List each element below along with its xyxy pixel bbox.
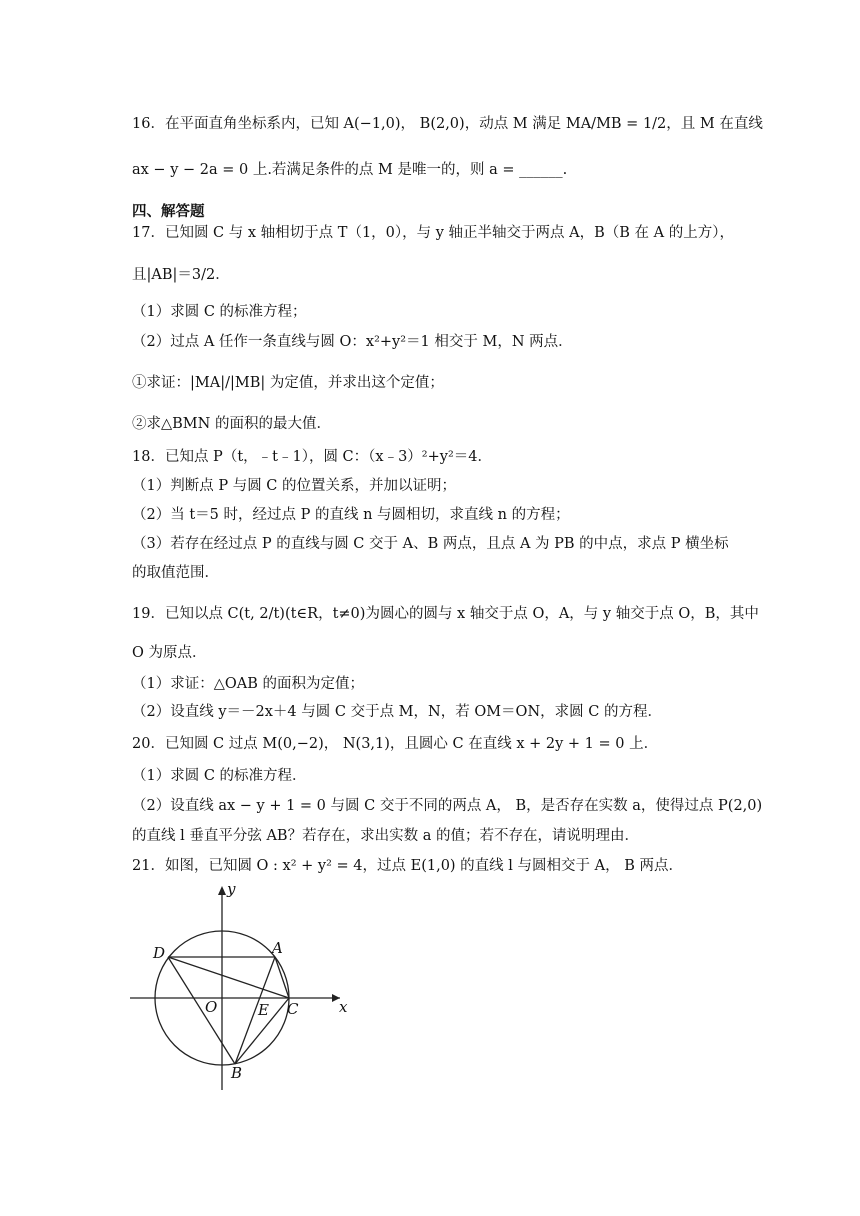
q16-line2: ax − y − 2a = 0 上.若满足条件的点 M 是唯一的，则 a = ______. xyxy=(132,162,568,178)
y-axis-arrow-icon xyxy=(218,886,226,895)
label-x: x xyxy=(339,998,348,1016)
q20-part2b: 的直线 l 垂直平分弦 AB？若存在，求出实数 a 的值；若不存在，请说明理由． xyxy=(132,828,639,844)
q18-part1: （1）判断点 P 与圆 C 的位置关系，并加以证明； xyxy=(132,478,457,494)
circle-geometry-figure xyxy=(125,878,355,1093)
segment-ac xyxy=(275,957,289,998)
label-y: y xyxy=(227,880,236,898)
label-e: E xyxy=(258,1001,269,1019)
q19-part1: （1）求证：△OAB 的面积为定值； xyxy=(132,676,364,692)
q16-line1: 16．在平面直角坐标系内，已知 A(−1,0)， B(2,0)，动点 M 满足 MA/MB = 1/2，且 M 在直线 xyxy=(132,116,763,132)
q17-line1: 17．已知圆 C 与 x 轴相切于点 T（1，0），与 y 轴正半轴交于两点 A，B（B 在 A 的上方）， xyxy=(132,225,734,241)
q17-part1: （1）求圆 C 的标准方程； xyxy=(132,304,307,320)
q17-sub1: ①求证：|MA|/|MB| 为定值，并求出这个定值； xyxy=(132,375,444,391)
label-o: O xyxy=(205,998,218,1016)
q17-sub2: ②求△BMN 的面积的最大值． xyxy=(132,416,331,432)
q19-line2: O 为原点． xyxy=(132,645,207,661)
q17-part2: （2）过点 A 任作一条直线与圆 O：x²+y²＝1 相交于 M，N 两点． xyxy=(132,334,573,350)
segment-ab xyxy=(235,957,275,1064)
q18-part3b: 的取值范围． xyxy=(132,565,219,581)
q19-part2: （2）设直线 y＝－2x＋4 与圆 C 交于点 M，N，若 OM＝ON，求圆 C 的方程． xyxy=(132,704,662,720)
segment-dc xyxy=(168,957,289,998)
label-b: B xyxy=(231,1064,243,1082)
q18-part2: （2）当 t＝5 时，经过点 P 的直线 n 与圆相切，求直线 n 的方程； xyxy=(132,507,570,523)
q17-line2: 且|AB|＝3/2． xyxy=(132,267,230,283)
label-c: C xyxy=(287,1000,299,1018)
q20-part2: （2）设直线 ax − y + 1 = 0 与圆 C 交于不同的两点 A， B，是否存在实数 a，使得过点 P(2,0) xyxy=(132,798,763,814)
section-title: 四、解答题 xyxy=(132,204,205,220)
q20-line1: 20．已知圆 C 过点 M(0,−2)， N(3,1)，且圆心 C 在直线 x + 2y + 1 = 0 上． xyxy=(132,736,659,752)
q20-part1: （1）求圆 C 的标准方程． xyxy=(132,768,307,784)
q18-part3: （3）若存在经过点 P 的直线与圆 C 交于 A、B 两点，且点 A 为 PB 的中点，求点 P 横坐标 xyxy=(132,536,729,552)
q21-line1: 21．如图，已知圆 O : x² + y² = 4，过点 E(1,0) 的直线 l 与圆相交于 A， B 两点． xyxy=(132,858,683,874)
q18-line1: 18．已知点 P（t，﹣t﹣1），圆 C：（x﹣3）²+y²＝4． xyxy=(132,449,492,465)
label-a: A xyxy=(272,939,283,957)
q19-line1: 19．已知以点 C(t, 2/t)(t∈R，t≠0)为圆心的圆与 x 轴交于点 O，A，与 y 轴交于点 O，B，其中 xyxy=(132,606,759,622)
label-d: D xyxy=(153,944,166,962)
